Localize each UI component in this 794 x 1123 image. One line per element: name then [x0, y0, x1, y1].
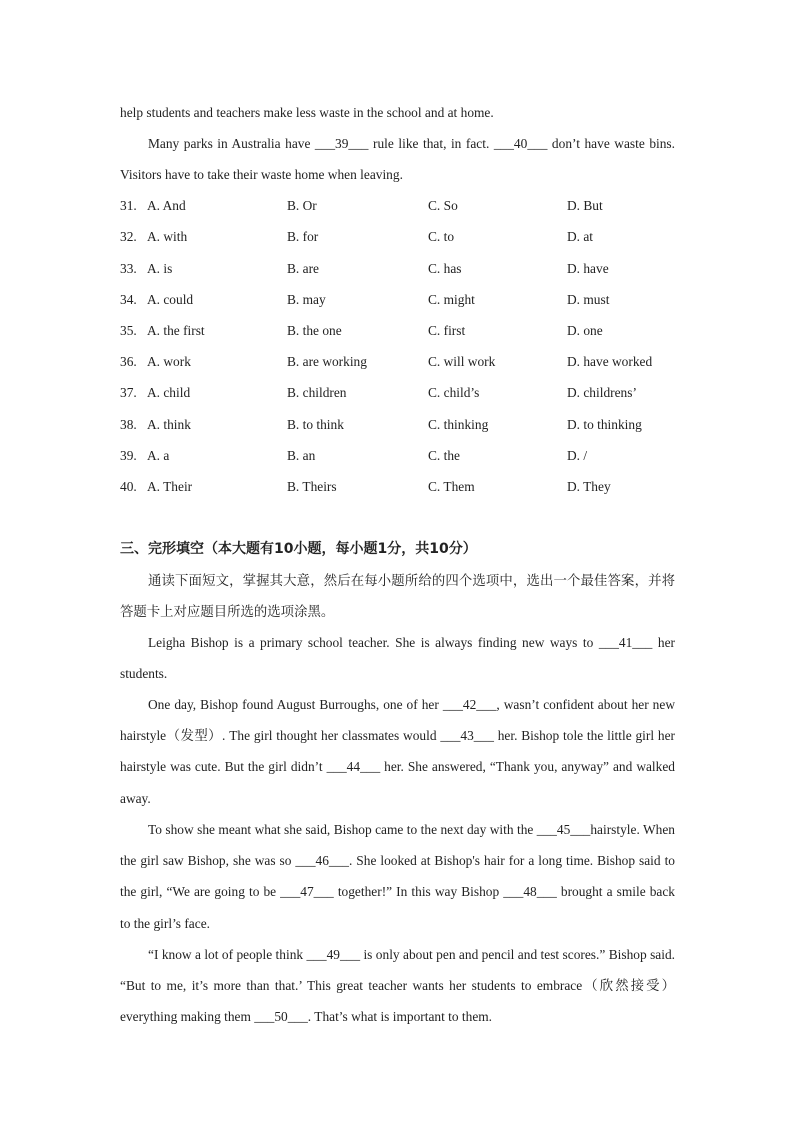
- option-row-37: [120, 377, 680, 408]
- option-b: B. to think: [287, 417, 344, 432]
- option-a: A. a: [147, 448, 170, 463]
- passage-paragraph: Many parks in Australia have ___39___ rule like that, in fact. ___40___ don’t have waste bins. Visitors have to take their waste home when leaving.: [120, 136, 675, 183]
- option-row-31: [120, 190, 680, 221]
- option-c: C. Them: [428, 479, 475, 494]
- option-a: A. could: [147, 292, 194, 307]
- option-a: A. with: [147, 229, 188, 244]
- cloze-paragraph-1: Leigha Bishop is a primary school teacher. She is always finding new ways to ___41___ her students.: [120, 635, 675, 682]
- passage-line: help students and teachers make less waste in the school and at home.: [120, 105, 494, 120]
- cloze-paragraph-4: “I know a lot of people think ___49___ is only about pen and pencil and test scores.” Bishop said. “But to me, it’s more than that.’ This great teacher wants her students to embrace（欣然接受）everything making them ___50___. That’s what is important to them.: [120, 947, 675, 1025]
- option-row-33: [120, 253, 680, 284]
- question-number: 34.: [120, 292, 137, 307]
- option-c: C. will work: [428, 354, 496, 369]
- cloze-paragraph-2: One day, Bishop found August Burroughs, one of her ___42___, wasn’t confident about her new hairstyle（发型）. The girl thought her classmates would ___43___ her. Bishop tole the little girl her hairstyle was cute. But the girl didn’t ___44___ her. She answered, “Thank you, anyway” and walked away.: [120, 697, 675, 806]
- option-d: D. have worked: [567, 354, 653, 369]
- option-row-38: [120, 409, 680, 440]
- option-a: A. work: [147, 354, 191, 369]
- option-b: B. for: [287, 229, 319, 244]
- option-b: B. are: [287, 261, 319, 276]
- question-number: 31.: [120, 198, 137, 213]
- option-row-35: [120, 315, 680, 346]
- section-heading: 三、完形填空（本大题有10小题，每小题1分，共10分）: [120, 541, 477, 557]
- option-d: D. have: [567, 261, 609, 276]
- option-d: D. childrens’: [567, 385, 637, 400]
- option-c: C. first: [428, 323, 466, 338]
- option-b: B. Or: [287, 198, 317, 213]
- option-c: C. the: [428, 448, 460, 463]
- option-row-34: [120, 284, 680, 315]
- option-a: A. the first: [147, 323, 205, 338]
- option-b: B. an: [287, 448, 316, 463]
- question-number: 39.: [120, 448, 137, 463]
- option-b: B. Theirs: [287, 479, 337, 494]
- section-instructions: 通读下面短文，掌握其大意，然后在每小题所给的四个选项中，选出一个最佳答案，并将答题卡上对应题目所选的选项涂黑。: [120, 574, 675, 621]
- option-a: A. And: [147, 198, 186, 213]
- option-row-39: [120, 440, 680, 471]
- option-d: D. /: [567, 448, 588, 463]
- question-number: 35.: [120, 323, 137, 338]
- option-d: D. to thinking: [567, 417, 642, 432]
- option-c: C. to: [428, 229, 455, 244]
- option-c: C. has: [428, 261, 462, 276]
- question-number: 32.: [120, 229, 137, 244]
- option-row-40: [120, 471, 680, 502]
- option-c: C. thinking: [428, 417, 489, 432]
- option-row-36: [120, 346, 680, 377]
- option-c: C. child’s: [428, 385, 480, 400]
- cloze-paragraph-3: To show she meant what she said, Bishop came to the next day with the ___45___hairstyle. When the girl saw Bishop, she was so ___46___. She looked at Bishop's hair for a long time. Bishop said to the girl, “We are going to be ___47___ together!” In this way Bishop ___48___ brought a smile back to the girl’s face.: [120, 822, 675, 931]
- question-number: 37.: [120, 385, 137, 400]
- option-b: B. are working: [287, 354, 367, 369]
- option-a: A. think: [147, 417, 191, 432]
- option-d: D. They: [567, 479, 611, 494]
- option-a: A. is: [147, 261, 173, 276]
- option-d: D. But: [567, 198, 603, 213]
- option-a: A. child: [147, 385, 191, 400]
- option-d: D. one: [567, 323, 603, 338]
- question-number: 36.: [120, 354, 137, 369]
- option-row-32: [120, 221, 680, 252]
- option-b: B. the one: [287, 323, 342, 338]
- option-b: B. may: [287, 292, 326, 307]
- option-d: D. at: [567, 229, 594, 244]
- option-d: D. must: [567, 292, 610, 307]
- question-number: 33.: [120, 261, 137, 276]
- option-c: C. So: [428, 198, 458, 213]
- question-number: 40.: [120, 479, 137, 494]
- question-number: 38.: [120, 417, 137, 432]
- option-c: C. might: [428, 292, 475, 307]
- option-a: A. Their: [147, 479, 193, 494]
- option-b: B. children: [287, 385, 347, 400]
